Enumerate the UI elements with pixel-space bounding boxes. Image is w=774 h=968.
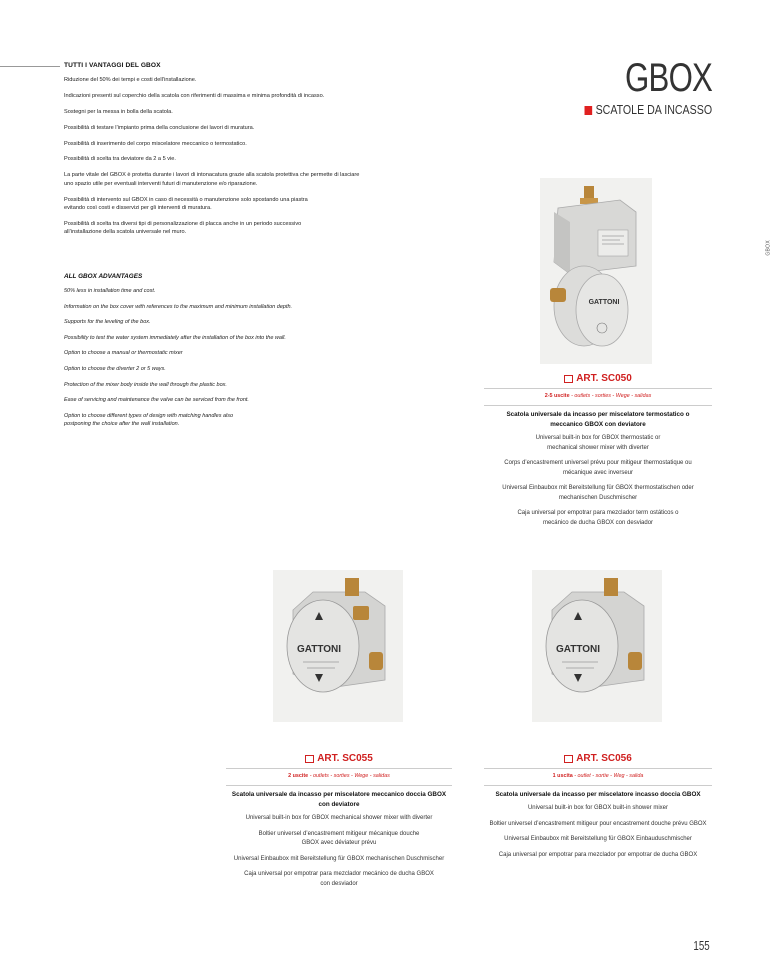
mixer-box-image (532, 570, 662, 722)
product-name-it: Scatola universale da incasso per miscelatore meccanico doccia GBOX con deviatore (231, 791, 447, 808)
page-title: GBOX (624, 56, 712, 100)
product-photo-sc050 (540, 178, 652, 364)
checkbox-outline-icon (564, 755, 573, 763)
brand-header (562, 58, 712, 117)
product-name-fr: Boltier universel d’encastrement mitigeur pour encastrement douche prévu GBOX (489, 820, 707, 827)
product-name-es: Caja universal por empotrar para mezclador por empotrar de ducha GBOX (498, 851, 698, 858)
advantage-item: Possibilità di intervento sul GBOX in caso di necessità o manutenzione solo spostando una piastra evitando così costi e disservizi per gli interventi di muratura. (64, 196, 308, 211)
svg-text:GATTONI: GATTONI (296, 644, 342, 655)
mixer-box-image (273, 570, 403, 722)
checkbox-outline-icon (564, 375, 573, 383)
advantages-italian-heading: TUTTI I VANTAGGI DEL GBOX (64, 62, 161, 69)
page-subtitle: SCATOLE DA INCASSO (584, 103, 712, 117)
advantages-english-heading: ALL GBOX ADVANTAGES (64, 273, 143, 280)
product-art-code: ART. SC055 (226, 752, 452, 765)
divider (226, 785, 452, 786)
product-name-en: Universal built-in box for GBOX built-in shower mixer (527, 805, 669, 811)
divider (484, 388, 712, 389)
advantage-item: Option to choose different types of design with matching handles also postponing the choice after the wall installation. (64, 412, 234, 427)
product-name-it: Scatola universale da incasso per miscelatore termostatico o meccanico GBOX con deviatore (506, 411, 690, 428)
advantage-item: Option to choose a manual or thermostatic mixer (64, 350, 183, 357)
advantage-item: Riduzione del 50% dei tempi e costi dell’installazione. (64, 77, 197, 83)
product-name-de: Universal Einbaubox mit Bereitstellung für GBOX thermostatischen oder mechanischen Duschmischer (502, 485, 694, 501)
product-name-de: Universal Einbaubox mit Bereitstellung für GBOX mechanischen Duschmischer (233, 855, 445, 862)
advantage-item: Possibilità di testare l’impianto prima della conclusione dei lavori di muratura. (64, 124, 255, 131)
product-art-code: ART. SC050 (484, 372, 712, 385)
product-sc056 (484, 752, 712, 866)
advantage-item: Possibilità di scelta tra diversi tipi di personalizzazione di placca anche in un periodo successivo all’installazione della scatola universale nel muro. (64, 220, 302, 236)
advantage-item: Protection of the mixer body inside the wall through the plastic box. (64, 381, 227, 388)
divider (226, 768, 452, 769)
header-rule (0, 66, 60, 67)
advantage-item: Supports for the leveling of the box. (64, 319, 151, 326)
divider (484, 768, 712, 769)
red-square-icon (584, 106, 592, 115)
page-number: 155 (693, 938, 710, 953)
product-name-en: Universal built-in box for GBOX thermostatic or mechanical shower mixer with diverter (535, 435, 661, 451)
product-photo-sc055 (273, 570, 403, 722)
svg-text:GATTONI: GATTONI (555, 644, 601, 655)
product-photo-sc056 (532, 570, 662, 722)
divider (484, 785, 712, 786)
divider (484, 405, 712, 406)
product-name-fr: Boltier universel d’encastrement mitigeur mécanique douche GBOX avec déviateur prévu (258, 830, 420, 846)
product-name-es: Caja universal por empotrar para mezclador mecánico de ducha GBOX con desviador (244, 871, 434, 887)
product-name-fr: Corps d’encastrement universel prévu pour mitigeur thermostatique ou mécanique avec inverseur (504, 460, 692, 476)
advantage-item: Possibilità di scelta tra deviatore da 2 a 5 vie. (64, 156, 176, 163)
advantage-item: Possibilità di inserimento del corpo miscelatore meccanico o termostatico. (64, 140, 247, 147)
product-outlets: 1 uscita - outlet - sortie - Weg - salida (552, 773, 644, 779)
advantage-item: Option to choose the diverter 2 or 5 ways. (64, 365, 166, 372)
svg-text:GATTONI: GATTONI (588, 299, 620, 306)
product-name-en: Universal built-in box for GBOX mechanical shower mixer with diverter (245, 815, 433, 821)
advantages-english (64, 273, 394, 435)
product-art-code: ART. SC056 (484, 752, 712, 765)
product-name-it: Scatola universale da incasso per miscelatore incasso doccia GBOX (495, 791, 701, 798)
product-name-es: Caja universal por empotrar para mezclador term ostáticos o mecánico de ducha GBOX con desviador (517, 510, 679, 526)
product-name-de: Universal Einbaubox mit Bereitstellung für GBOX Einbauduschmischer (504, 836, 692, 842)
product-outlets: 2 uscite - outlets - sorties - Wege - salidas (288, 773, 390, 779)
advantage-item: Possibility to test the water system immediately after the installation of the box into the wall. (64, 334, 286, 341)
advantage-item: 50% less in installation time and cost. (64, 288, 156, 294)
advantage-item: Information on the box cover with references to the maximum and minimum installation depth. (64, 303, 293, 310)
advantage-item: Indicazioni presenti sul coperchio della scatola con riferimenti di massima e minima profondità di incasso. (64, 92, 325, 99)
side-tab-label: GBOX (766, 240, 772, 256)
advantage-item: Sostegni per la messa in bolla della scatola. (64, 108, 173, 115)
checkbox-outline-icon (305, 755, 314, 763)
advantage-item: Ease of servicing and maintenance the valve can be serviced from the front. (64, 397, 249, 404)
advantages-italian (64, 62, 394, 244)
advantage-item: La parte vitale del GBOX è protetta durante i lavori di intonacatura grazie alla scatola protettiva che permette di lasciare uno spazio utile per eventuali interventi futuri di manutenzione e/o riparazione. (64, 172, 360, 187)
product-outlets: 2-5 uscite - outlets - sorties - Wege - salidas (544, 393, 652, 399)
product-sc055 (226, 752, 452, 895)
mixer-box-image (540, 178, 652, 364)
product-sc050 (484, 372, 712, 534)
